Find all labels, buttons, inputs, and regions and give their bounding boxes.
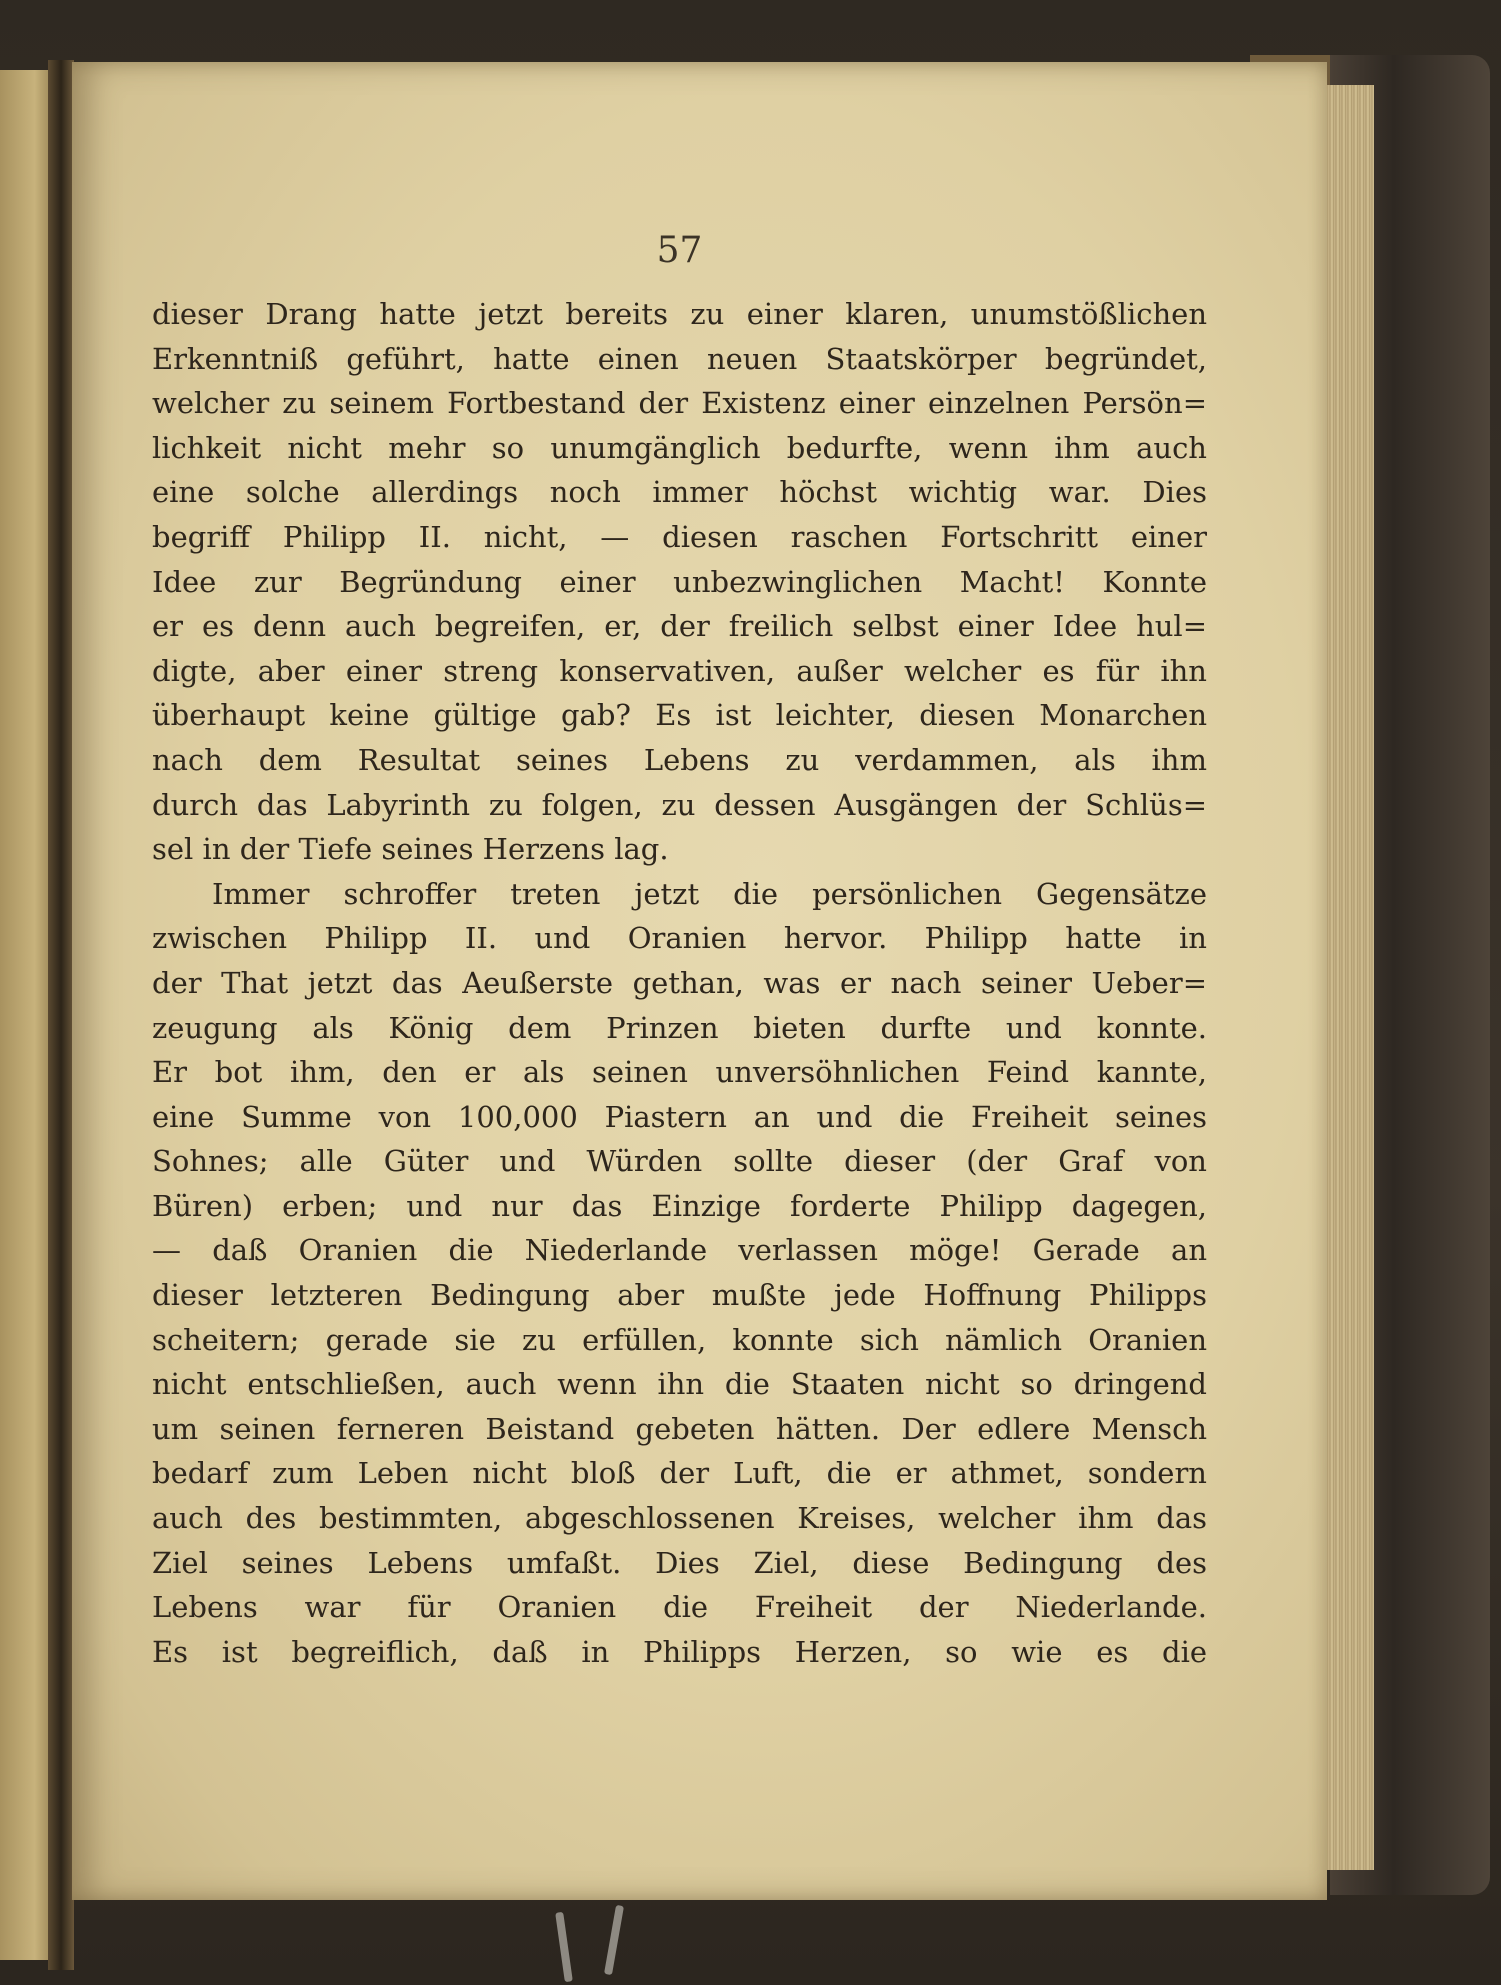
text-line: sel in der Tiefe seines Herzens lag. bbox=[152, 832, 669, 867]
page-stack-edges bbox=[1322, 85, 1374, 1870]
text-line: auch des bestimmten, abgeschlossenen Kreises, welcher ihm das bbox=[152, 1501, 1207, 1536]
text-line: Idee zur Begründung einer unbezwinglichen Macht! Konnte bbox=[152, 564, 1207, 599]
text-line: Lebens war für Oranien die Freiheit der Niederlande. bbox=[152, 1590, 1207, 1625]
text-line: scheitern; gerade sie zu erfüllen, konnte sich nämlich Oranien bbox=[152, 1322, 1207, 1357]
text-line: überhaupt keine gültige gab? Es ist leichter, diesen Monarchen bbox=[152, 698, 1207, 733]
book-page bbox=[72, 62, 1327, 1900]
text-line: Er bot ihm, den er als seinen unversöhnlichen Feind kannte, bbox=[152, 1055, 1207, 1090]
text-line: — daß Oranien die Niederlande verlassen möge! Gerade an bbox=[152, 1233, 1207, 1268]
book-gutter bbox=[48, 60, 74, 1970]
text-line: lichkeit nicht mehr so unumgänglich bedurfte, wenn ihm auch bbox=[152, 430, 1207, 465]
text-line: bedarf zum Leben nicht bloß der Luft, die er athmet, sondern bbox=[152, 1456, 1207, 1491]
text-line: dieser letzteren Bedingung aber mußte jede Hoffnung Philipps bbox=[152, 1278, 1207, 1313]
page-text bbox=[152, 292, 1207, 1674]
text-line: der That jetzt das Aeußerste gethan, was er nach seiner Ueber= bbox=[152, 965, 1207, 1000]
text-line: Erkenntniß geführt, hatte einen neuen Staatskörper begründet, bbox=[152, 341, 1207, 376]
text-line: Ziel seines Lebens umfaßt. Dies Ziel, diese Bedingung des bbox=[152, 1545, 1207, 1580]
text-line: begriff Philipp II. nicht, — diesen raschen Fortschritt einer bbox=[152, 519, 1207, 554]
text-line: Büren) erben; und nur das Einzige forderte Philipp dagegen, bbox=[152, 1188, 1207, 1223]
text-line: um seinen ferneren Beistand gebeten hätten. Der edlere Mensch bbox=[152, 1411, 1207, 1446]
text-line: zwischen Philipp II. und Oranien hervor. Philipp hatte in bbox=[152, 921, 1207, 956]
text-line: eine solche allerdings noch immer höchst wichtig war. Dies bbox=[152, 475, 1207, 510]
text-line: digte, aber einer streng konservativen, außer welcher es für ihn bbox=[152, 653, 1207, 688]
text-line: Immer schroffer treten jetzt die persönlichen Gegensätze bbox=[212, 876, 1207, 911]
text-line: welcher zu seinem Fortbestand der Existenz einer einzelnen Persön= bbox=[152, 386, 1207, 421]
text-line: nach dem Resultat seines Lebens zu verdammen, als ihm bbox=[152, 742, 1207, 777]
text-line: Es ist begreiflich, daß in Philipps Herzen, so wie es die bbox=[152, 1634, 1207, 1669]
text-line: zeugung als König dem Prinzen bieten durfte und konnte. bbox=[152, 1010, 1207, 1045]
text-line: Sohnes; alle Güter und Würden sollte dieser (der Graf von bbox=[152, 1144, 1207, 1179]
text-line: eine Summe von 100,000 Piastern an und die Freiheit seines bbox=[152, 1099, 1207, 1134]
page-number: 57 bbox=[656, 230, 703, 271]
text-line: nicht entschließen, auch wenn ihn die Staaten nicht so dringend bbox=[152, 1367, 1207, 1402]
text-line: er es denn auch begreifen, er, der freilich selbst einer Idee hul= bbox=[152, 609, 1207, 644]
text-line: durch das Labyrinth zu folgen, zu dessen Ausgängen der Schlüs= bbox=[152, 787, 1207, 822]
text-line: dieser Drang hatte jetzt bereits zu einer klaren, unumstößlichen bbox=[152, 297, 1207, 331]
